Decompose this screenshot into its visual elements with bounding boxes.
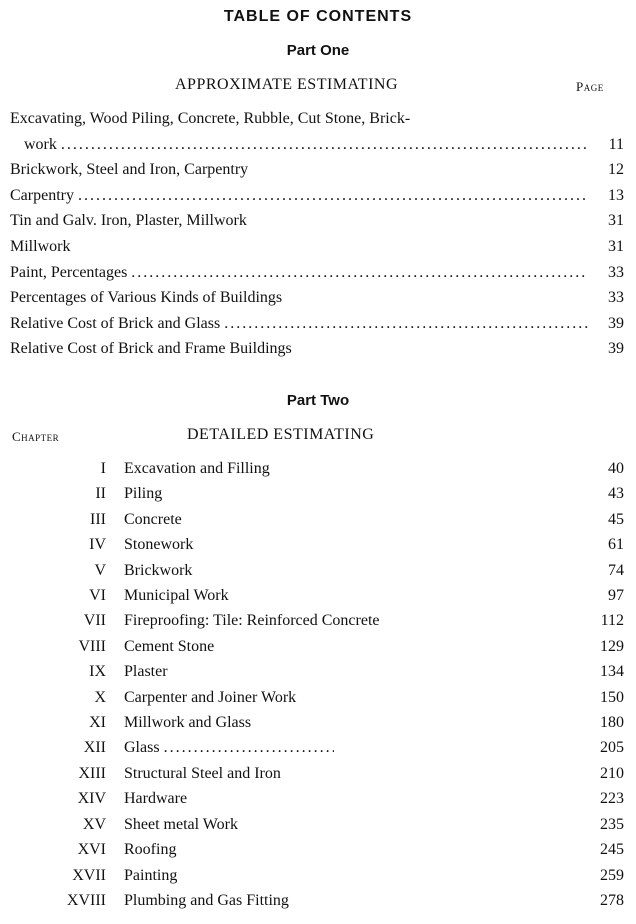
chapter-title: Brickwork — [124, 561, 193, 579]
chapter-entry — [10, 456, 624, 481]
toc-entry — [10, 208, 624, 234]
chapter-page: 210 — [600, 764, 624, 782]
chapter-title: Cement Stone — [124, 637, 215, 655]
part-one-section-title: APPROXIMATE ESTIMATING — [175, 76, 399, 93]
chapter-number: VIII — [78, 637, 106, 655]
chapter-number: V — [94, 561, 106, 579]
chapter-number: II — [95, 485, 106, 503]
chapter-page: 180 — [600, 714, 624, 732]
chapter-entry — [10, 812, 624, 837]
chapter-entry — [10, 583, 624, 608]
toc-entry-title: Millwork — [10, 237, 71, 255]
part-one-heading: Part One — [286, 42, 350, 59]
toc-entry-title: Tin and Galv. Iron, Plaster, Millwork — [10, 212, 247, 230]
chapter-number: XVI — [77, 841, 106, 859]
chapter-entry — [10, 786, 624, 811]
chapter-page: 74 — [608, 561, 624, 579]
toc-entry — [10, 183, 624, 209]
toc-entry-page: 33 — [608, 289, 624, 307]
chapter-number: XIV — [77, 790, 106, 808]
chapter-title: Municipal Work — [124, 587, 229, 605]
toc-entry-page: 31 — [608, 237, 624, 255]
part-two-chapters — [10, 456, 624, 913]
chapter-page: 278 — [600, 891, 624, 909]
part-two-heading: Part Two — [286, 392, 350, 409]
chapter-column-label: Chapter — [12, 429, 60, 444]
page-column-label: Page — [576, 79, 604, 94]
chapter-title: Stonework — [124, 536, 194, 554]
chapter-number: VII — [83, 612, 106, 630]
chapter-entry — [10, 659, 624, 684]
chapter-page: 245 — [600, 841, 624, 859]
toc-entry-title-line2: work — [24, 135, 57, 153]
chapter-entry — [10, 558, 624, 583]
chapter-title: Plaster — [124, 663, 168, 681]
toc-entry-title: Paint, Percentages — [10, 263, 128, 281]
chapter-number: VI — [89, 587, 106, 605]
toc-entry-page: 13 — [608, 186, 624, 204]
chapter-number: XV — [82, 815, 106, 833]
part-two-section-title: DETAILED ESTIMATING — [187, 426, 375, 443]
toc-entry-page: 12 — [608, 161, 624, 179]
chapter-entry — [10, 634, 624, 659]
chapter-number: XII — [83, 739, 106, 757]
dot-leader — [131, 260, 588, 286]
chapter-page: 223 — [600, 790, 624, 808]
chapter-number: XI — [89, 714, 106, 732]
dot-leader — [164, 735, 334, 760]
chapter-page: 150 — [600, 688, 624, 706]
chapter-entry — [10, 532, 624, 557]
chapter-number: IX — [89, 663, 106, 681]
chapter-page: 205 — [600, 739, 624, 757]
chapter-number: X — [94, 688, 106, 706]
toc-entry-page: 11 — [608, 135, 624, 153]
chapter-number: XVII — [72, 866, 106, 884]
toc-entry — [10, 336, 624, 362]
chapter-page: 134 — [600, 663, 624, 681]
toc-entry-title: Carpentry — [10, 186, 74, 204]
chapter-page: 40 — [608, 460, 624, 477]
chapter-page: 129 — [600, 637, 624, 655]
dot-leader — [78, 183, 588, 209]
chapter-entry — [10, 837, 624, 862]
chapter-page: 43 — [608, 485, 624, 503]
toc-entry — [10, 311, 624, 337]
chapter-page: 61 — [608, 536, 624, 554]
toc-entry — [10, 260, 624, 286]
toc-entry-page: 39 — [608, 340, 624, 358]
chapter-page: 112 — [600, 612, 624, 630]
chapter-page: 235 — [600, 815, 624, 833]
chapter-title: Sheet metal Work — [124, 815, 238, 833]
chapter-number: I — [100, 460, 106, 477]
toc-entry-title: Brickwork, Steel and Iron, Carpentry — [10, 161, 249, 179]
chapter-entry — [10, 863, 624, 888]
chapter-title: Glass — [124, 739, 160, 757]
toc-entry-title-line1: Excavating, Wood Piling, Concrete, Rubble, Cut Stone, Brick- — [10, 110, 411, 127]
chapter-entry — [10, 507, 624, 532]
chapter-page: 97 — [608, 587, 624, 605]
chapter-title: Piling — [124, 485, 163, 503]
chapter-title: Carpenter and Joiner Work — [124, 688, 297, 706]
chapter-entry — [10, 481, 624, 506]
toc-entry-title: Relative Cost of Brick and Glass — [10, 314, 221, 332]
chapter-title: Fireproofing: Tile: Reinforced Concrete — [124, 612, 380, 630]
page-title: TABLE OF CONTENTS — [223, 8, 413, 25]
chapter-entry — [10, 761, 624, 786]
chapter-title: Millwork and Glass — [124, 714, 252, 732]
toc-entry-page: 31 — [608, 212, 624, 230]
dot-leader — [61, 132, 588, 158]
toc-entry — [10, 106, 624, 157]
toc-entry-title: Percentages of Various Kinds of Buildings — [10, 289, 283, 307]
toc-entry-page: 39 — [608, 314, 624, 332]
chapter-title: Hardware — [124, 790, 188, 808]
chapter-entry — [10, 685, 624, 710]
chapter-entry — [10, 735, 624, 760]
toc-entry-page: 33 — [608, 263, 624, 281]
toc-entry — [10, 285, 624, 311]
part-one-entries — [10, 106, 624, 362]
toc-entry — [10, 157, 624, 183]
toc-entry — [10, 234, 624, 260]
chapter-number: XIII — [78, 764, 106, 782]
chapter-number: III — [90, 510, 106, 528]
dot-leader — [224, 311, 588, 337]
chapter-title: Painting — [124, 866, 178, 884]
chapter-title: Concrete — [124, 510, 182, 528]
chapter-title: Excavation and Filling — [124, 460, 270, 477]
chapter-page: 259 — [600, 866, 624, 884]
toc-entry-title: Relative Cost of Brick and Frame Buildings — [10, 340, 292, 358]
chapter-entry — [10, 608, 624, 633]
chapter-number: IV — [89, 536, 106, 554]
chapter-title: Structural Steel and Iron — [124, 764, 281, 782]
chapter-title: Roofing — [124, 841, 177, 859]
chapter-title: Plumbing and Gas Fitting — [124, 891, 289, 909]
chapter-page: 45 — [608, 510, 624, 528]
chapter-entry — [10, 888, 624, 913]
chapter-entry — [10, 710, 624, 735]
chapter-number: XVIII — [66, 891, 106, 909]
